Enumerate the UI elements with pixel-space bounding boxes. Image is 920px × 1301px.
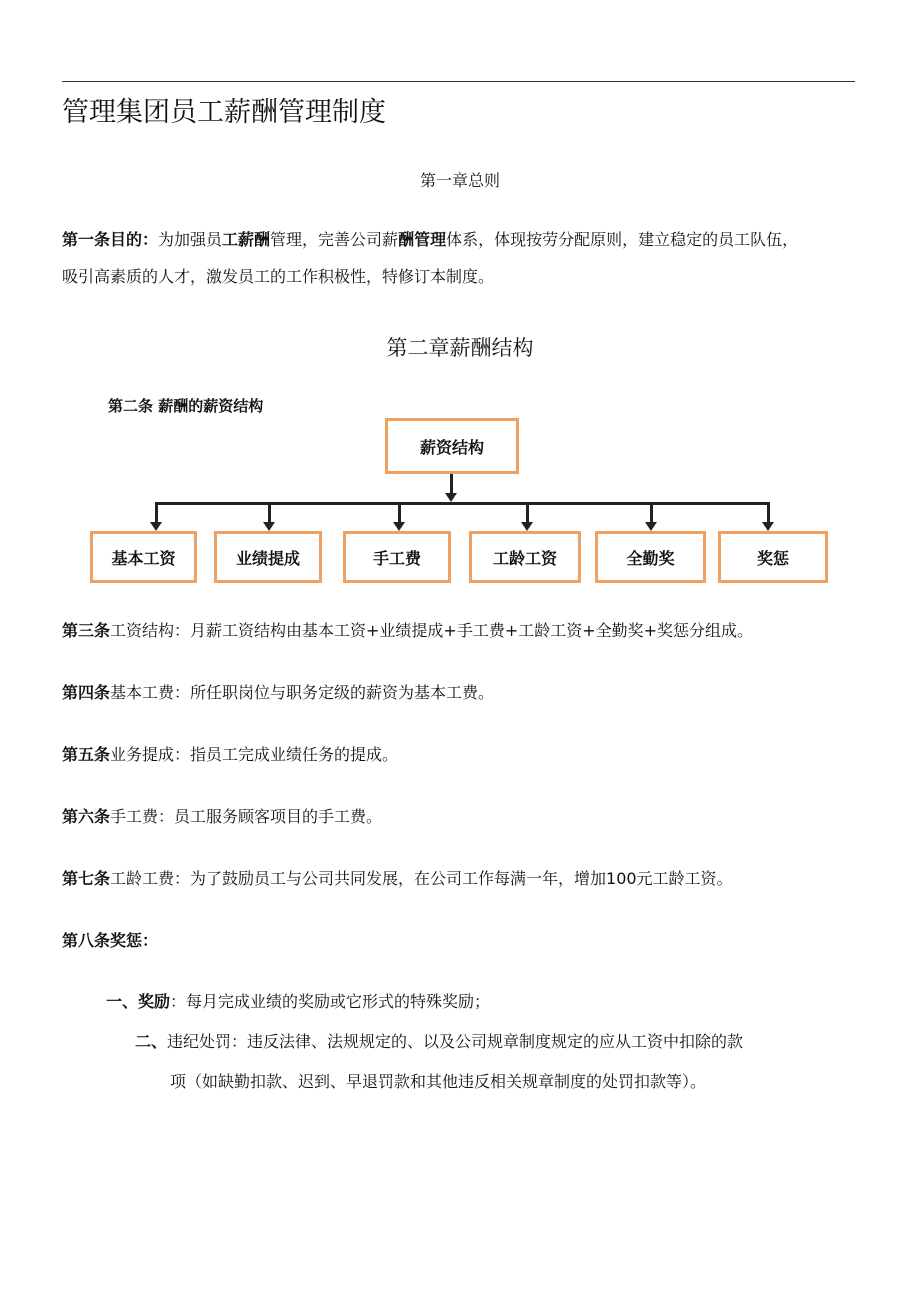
diagram-root-arrow bbox=[445, 493, 457, 502]
article-5-text: 业务提成：指员工完成业绩任务的提成。 bbox=[110, 745, 399, 764]
article-1-text-b: 工薪酬 bbox=[222, 230, 271, 249]
article-1-text-e: 体系，体现按劳分配原则，建立稳定的员工队伍， bbox=[446, 230, 799, 249]
diagram-arrow-4 bbox=[521, 522, 533, 531]
article-7-label: 第七条 bbox=[62, 869, 111, 888]
article-8-item-1 bbox=[106, 983, 490, 1020]
diagram-root-box: 薪资结构 bbox=[385, 418, 519, 474]
diagram-root-stem bbox=[450, 474, 453, 494]
article-8-item-2-text: 违纪处罚：违反法律、法规规定的、以及公司规章制度规定的应从工资中扣除的款 bbox=[167, 1032, 744, 1051]
article-4-label: 第四条 bbox=[62, 683, 111, 702]
diagram-arrow-2 bbox=[263, 522, 275, 531]
article-6 bbox=[62, 798, 382, 835]
article-8-item-2-continued: 项（如缺勤扣款、迟到、早退罚款和其他违反相关规章制度的处罚扣款等）。 bbox=[170, 1072, 707, 1091]
article-1-label: 第一条目的： bbox=[62, 230, 159, 249]
header-rule bbox=[62, 81, 855, 82]
document-title: 管理集团员工薪酬管理制度 bbox=[62, 97, 386, 128]
diagram-caption: 第二条 薪酬的薪资结构 bbox=[108, 397, 264, 415]
diagram-branch-5 bbox=[650, 502, 653, 524]
article-8-item-1-label: 一、奖励 bbox=[106, 992, 171, 1011]
article-6-label: 第六条 bbox=[62, 807, 111, 826]
article-8-label: 第八条奖惩： bbox=[62, 931, 159, 950]
article-1-line-1 bbox=[62, 221, 798, 258]
diagram-arrow-6 bbox=[762, 522, 774, 531]
article-7 bbox=[62, 860, 733, 897]
article-4-text: 基本工费：所任职岗位与职务定级的薪资为基本工费。 bbox=[110, 683, 495, 702]
article-1-line-2: 吸引高素质的人才，激发员工的工作积极性，特修订本制度。 bbox=[62, 267, 495, 286]
diagram-child-seniority-pay: 工龄工资 bbox=[469, 531, 581, 583]
article-8-item-2 bbox=[135, 1023, 743, 1060]
article-1-text-d: 酬管理 bbox=[398, 230, 447, 249]
article-8-item-1-text: ：每月完成业绩的奖励或它形式的特殊奖励； bbox=[170, 992, 491, 1011]
chapter-1-heading: 第一章总则 bbox=[419, 171, 500, 190]
article-1-text-c: 管理，完善公司薪 bbox=[270, 230, 399, 249]
diagram-bus-line bbox=[155, 502, 770, 505]
diagram-branch-4 bbox=[526, 502, 529, 524]
diagram-arrow-3 bbox=[393, 522, 405, 531]
diagram-arrow-1 bbox=[150, 522, 162, 531]
diagram-branch-3 bbox=[398, 502, 401, 524]
diagram-child-base-salary: 基本工资 bbox=[90, 531, 197, 583]
article-6-text: 手工费：员工服务顾客项目的手工费。 bbox=[110, 807, 383, 826]
diagram-branch-6 bbox=[767, 502, 770, 524]
article-3 bbox=[62, 612, 753, 649]
chapter-2-heading: 第二章薪酬结构 bbox=[386, 336, 534, 360]
diagram-branch-2 bbox=[268, 502, 271, 524]
article-7-text: 工龄工费：为了鼓励员工与公司共同发展，在公司工作每满一年，增加100元工龄工资。 bbox=[110, 869, 733, 888]
article-3-text: 工资结构：月薪工资结构由基本工资+业绩提成+手工费+工龄工资+全勤奖+奖惩分组成。 bbox=[110, 621, 754, 640]
diagram-branch-1 bbox=[155, 502, 158, 524]
article-5 bbox=[62, 736, 398, 773]
article-3-label: 第三条 bbox=[62, 621, 111, 640]
diagram-child-rewards-penalties: 奖惩 bbox=[718, 531, 828, 583]
diagram-child-performance-commission: 业绩提成 bbox=[214, 531, 322, 583]
diagram-child-attendance-bonus: 全勤奖 bbox=[595, 531, 706, 583]
article-8-item-2-label: 二、 bbox=[135, 1032, 168, 1051]
salary-structure-diagram bbox=[90, 390, 835, 590]
article-5-label: 第五条 bbox=[62, 745, 111, 764]
article-4 bbox=[62, 674, 494, 711]
diagram-child-handwork-fee: 手工费 bbox=[343, 531, 451, 583]
diagram-arrow-5 bbox=[645, 522, 657, 531]
article-1-text-a: 为加强员 bbox=[158, 230, 223, 249]
